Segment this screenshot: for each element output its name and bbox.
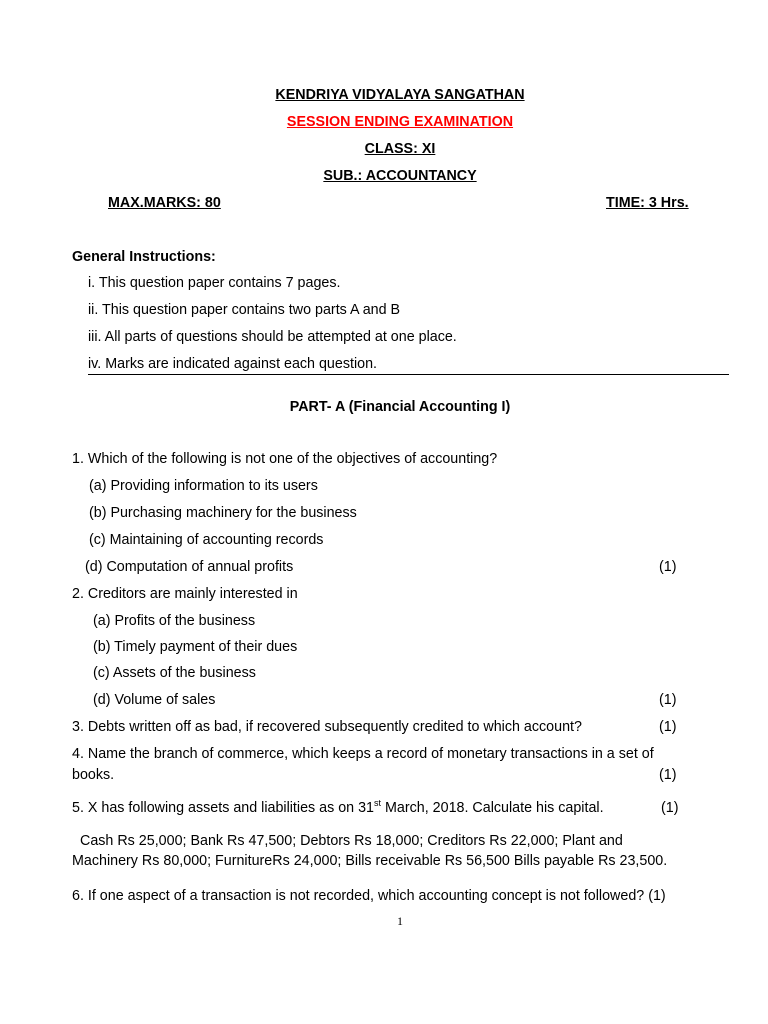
time-allowed: TIME: 3 Hrs. <box>606 195 689 211</box>
instructions-title: General Instructions: <box>72 249 216 265</box>
question-1-option-b: (b) Purchasing machinery for the business <box>89 505 357 521</box>
subject-label: SUB.: ACCOUNTANCY <box>323 168 477 184</box>
question-2-option-a: (a) Profits of the business <box>93 613 256 629</box>
question-5-data-line-2: Machinery Rs 80,000; FurnitureRs 24,000; Bills receivable Rs 56,500 Bills payable Rs 23,500. <box>72 853 668 869</box>
question-4-line-1: 4. Name the branch of commerce, which keeps a record of monetary transactions in a set of <box>72 746 654 762</box>
exam-title: SESSION ENDING EXAMINATION <box>286 114 514 130</box>
class-label: CLASS: XI <box>364 141 436 157</box>
question-4-line-2: books. <box>72 767 115 783</box>
horizontal-rule <box>88 374 729 375</box>
question-5 <box>72 800 604 817</box>
question-3: 3. Debts written off as bad, if recovered subsequently credited to which account? <box>72 719 582 735</box>
question-3-marks: (1) <box>659 719 677 735</box>
question-4-marks: (1) <box>659 767 677 783</box>
question-5-marks: (1) <box>661 800 679 816</box>
question-1-option-c: (c) Maintaining of accounting records <box>89 532 324 548</box>
instruction-item: iii. All parts of questions should be attempted at one place. <box>88 329 457 345</box>
instruction-item: i. This question paper contains 7 pages. <box>88 275 341 291</box>
instruction-item: iv. Marks are indicated against each question. <box>88 356 378 372</box>
part-a-title: PART- A (Financial Accounting I) <box>289 399 511 415</box>
question-2-option-b: (b) Timely payment of their dues <box>93 639 298 655</box>
question-2-option-d: (d) Volume of sales <box>93 692 216 708</box>
question-1-marks: (1) <box>659 559 677 575</box>
question-6: 6. If one aspect of a transaction is not recorded, which accounting concept is not followed? (1) <box>72 888 666 904</box>
ordinal-suffix: st <box>374 798 382 809</box>
page-number: 1 <box>397 914 403 928</box>
question-2-marks: (1) <box>659 692 677 708</box>
question-1-option-a: (a) Providing information to its users <box>89 478 318 494</box>
question-5-text: 5. X has following assets and liabilities as on 31 <box>72 800 375 816</box>
question-5-text-rest: March, 2018. Calculate his capital. <box>381 800 604 816</box>
max-marks: MAX.MARKS: 80 <box>108 195 221 211</box>
question-1: 1. Which of the following is not one of the objectives of accounting? <box>72 451 498 467</box>
school-name: KENDRIYA VIDYALAYA SANGATHAN <box>275 87 525 103</box>
question-1-option-d: (d) Computation of annual profits <box>85 559 294 575</box>
question-2-option-c: (c) Assets of the business <box>93 665 256 681</box>
question-2: 2. Creditors are mainly interested in <box>72 586 298 602</box>
instruction-item: ii. This question paper contains two parts A and B <box>88 302 401 318</box>
question-5-data-line-1: Cash Rs 25,000; Bank Rs 47,500; Debtors Rs 18,000; Creditors Rs 22,000; Plant and <box>80 833 623 849</box>
